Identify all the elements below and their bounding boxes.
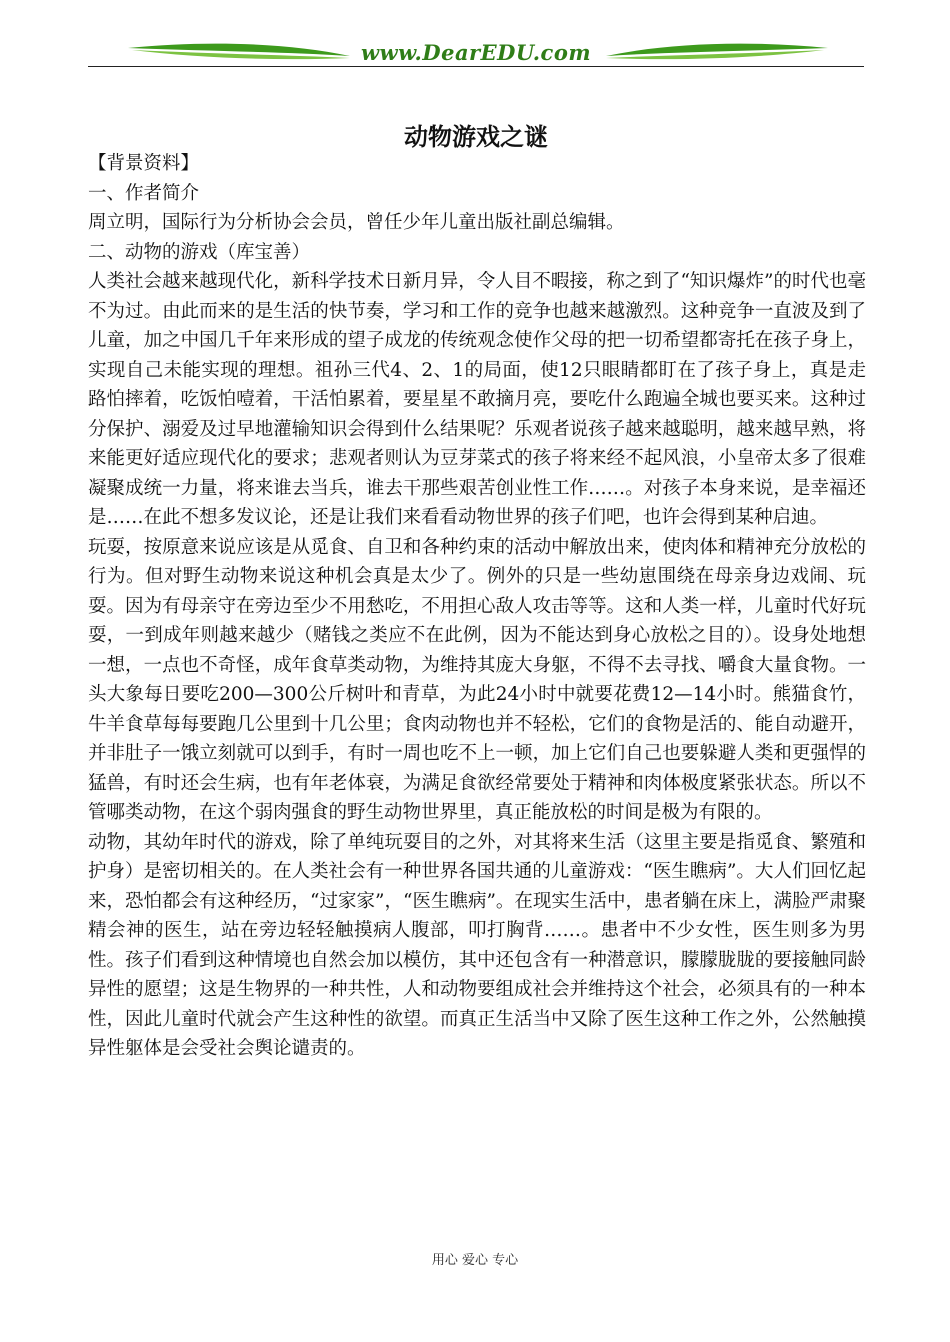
site-logo-text: www.DearEDU.com xyxy=(360,40,592,65)
section-heading-background: 【背景资料】 xyxy=(88,153,200,174)
section-heading-author: 一、作者简介 xyxy=(88,182,200,204)
document-body xyxy=(88,149,866,1064)
author-bio: 周立明，国际行为分析协会会员，曾任少年儿童出版社副总编辑。 xyxy=(88,212,625,233)
body-paragraph: 动物，其幼年时代的游戏，除了单纯玩耍目的之外，对其将来生活（这里主要是指觅食、繁殖和护身）是密切相关的。在人类社会有一种世界各国共通的儿童游戏：“医生瞧病”。大人们回忆起来，恐怕都会有这种经历，“过家家”，“医生瞧病”。在现实生活中，患者躺在床上，满脸严肃聚精会神的医生，站在旁边轻轻触摸病人腹部，叩打胸背……。患者中不少女性，医生则多为男性。孩子们看到这种情境也自然会加以模仿，其中还包含有一种潜意识，朦朦胧胧的要接触同龄异性的愿望；这是生物界的一种共性，人和动物要组成社会并维持这个社会，必须具有的一种本性，因此儿童时代就会产生这种性的欲望。而真正生活当中又除了医生这种工作之外，公然触摸异性躯体是会受社会舆论谴责的。 xyxy=(88,831,866,1059)
body-paragraph: 玩耍，按原意来说应该是从觅食、自卫和各种约束的活动中解放出来，使肉体和精神充分放松的行为。但对野生动物来说这种机会真是太少了。例外的只是一些幼崽围绕在母亲身边戏闹、玩耍。因为有母亲守在旁边至少不用愁吃，不用担心敌人攻击等等。这和人类一样，儿童时代好玩耍，一到成年则越来越少（赌钱之类应不在此例，因为不能达到身心放松之目的）。设身处地想一想，一点也不奇怪，成年食草类动物，为维持其庞大身躯，不得不去寻找、嚼食大量食物。一头大象每日要吃200—300公斤树叶和青草，为此24小时中就要花费12—14小时。熊猫食竹，牛羊食草每每要跑几公里到十几公里；食肉动物也并不轻松，它们的食物是活的、能自动避开，并非肚子一饿立刻就可以到手，有时一周也吃不上一顿，加上它们自己也要躲避人类和更强悍的猛兽，有时还会生病，也有年老体衰，为满足食欲经常要处于精神和肉体极度紧张状态。所以不管哪类动物，在这个弱肉强食的野生动物世界里，真正能放松的时间是极为有限的。 xyxy=(88,536,866,823)
document-title: 动物游戏之谜 xyxy=(404,123,548,151)
site-header-banner xyxy=(88,34,864,70)
section-heading-animal-games: 二、动物的游戏（库宝善） xyxy=(88,241,311,263)
body-paragraph: 人类社会越来越现代化，新科学技术日新月异，令人目不暇接，称之到了“知识爆炸”的时代也毫不为过。由此而来的是生活的快节奏，学习和工作的竞争也越来越激烈。这种竞争一直波及到了儿童，加之中国几千年来形成的望子成龙的传统观念使作父母的把一切希望都寄托在孩子身上，实现自己未能实现的理想。祖孙三代4、2、1的局面，使12只眼睛都盯在了孩子身上，真是走路怕摔着，吃饭怕噎着，干活怕累着，要星星不敢摘月亮，要吃什么跑遍全城也要买来。这种过分保护、溺爱及过早地灌输知识会得到什么结果呢？乐观者说孩子越来越聪明，越来越早熟，将来能更好适应现代化的要求；悲观者则认为豆芽菜式的孩子将来经不起风浪，小皇帝太多了很难凝聚成统一力量，将来谁去当兵，谁去干那些艰苦创业性工作……。对孩子本身来说，是幸福还是……在此不想多发议论，还是让我们来看看动物世界的孩子们吧，也许会得到某种启迪。 xyxy=(88,271,866,528)
header-divider xyxy=(88,66,864,67)
page-footer: 用心 爱心 专心 xyxy=(431,1253,519,1268)
